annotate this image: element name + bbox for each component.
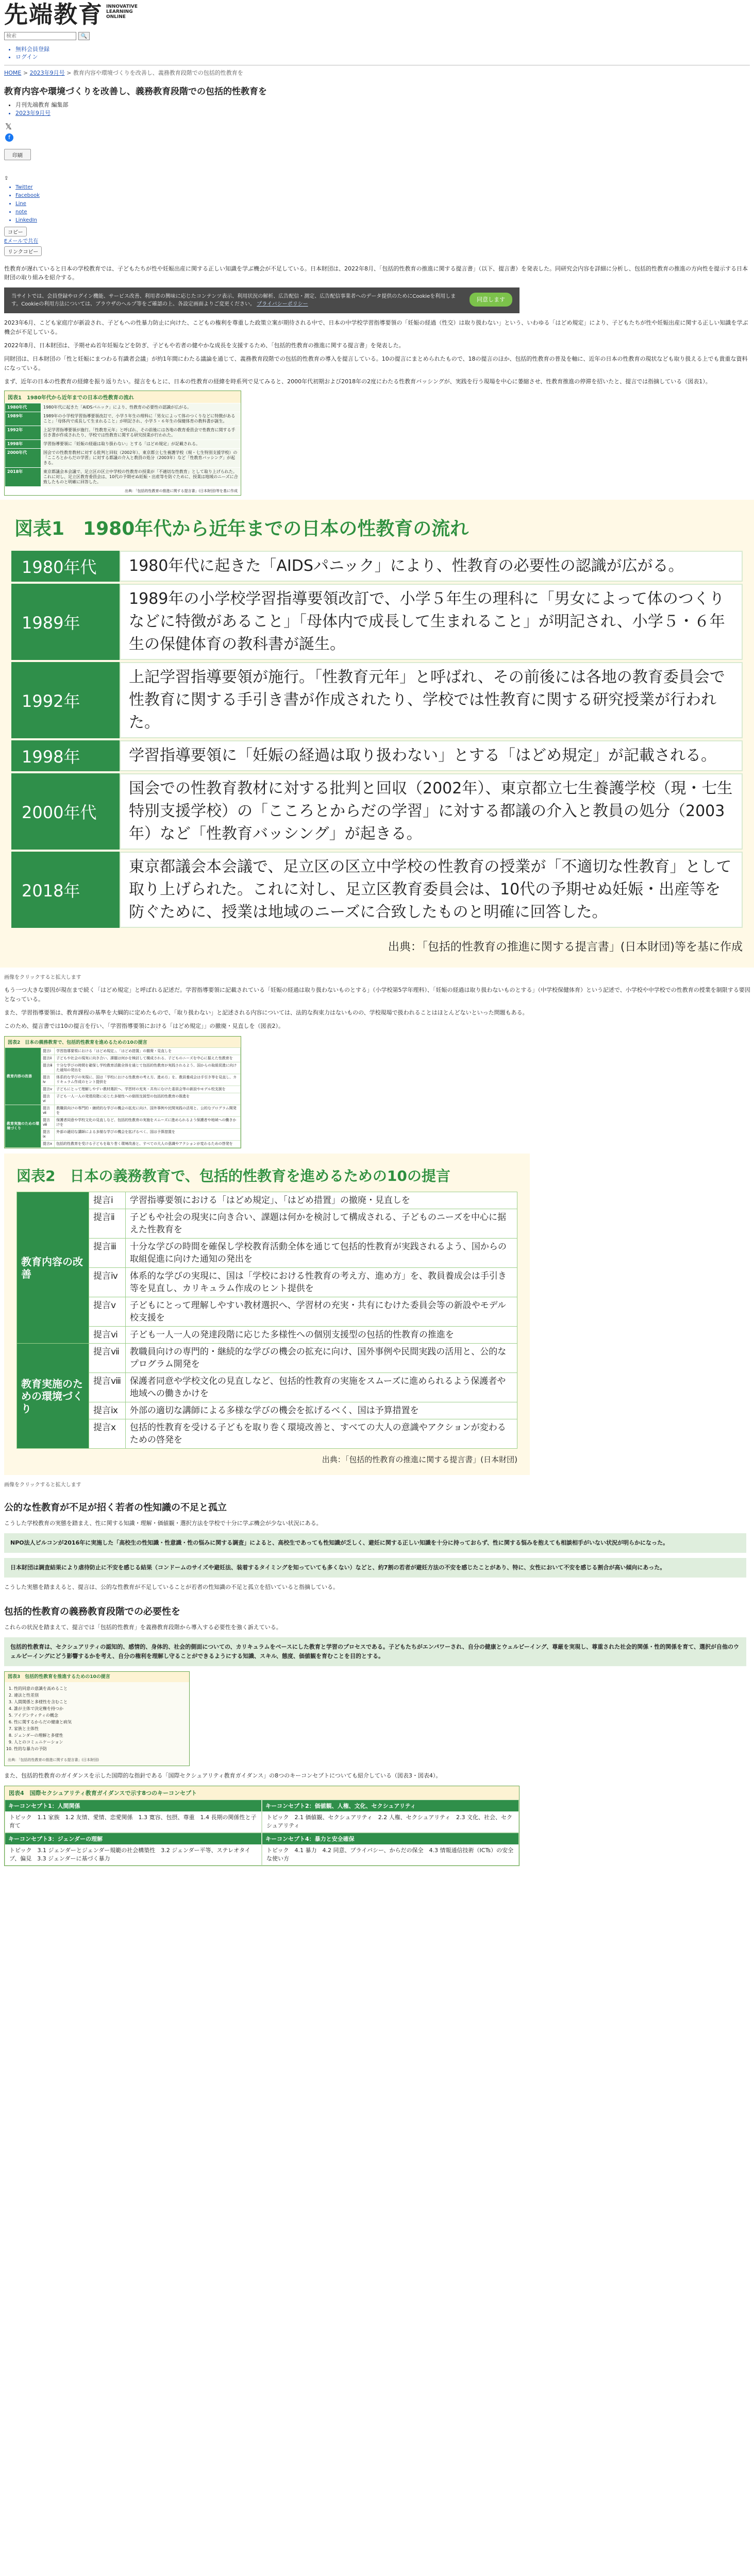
breadcrumb: HOME > 2023年9月号 > 教育内容や環境づくりを改善し、義務教育段階での包括的性教育を <box>4 70 243 76</box>
paragraph: こうした学校教育の実態を踏まえ、性に関する知識・理解・価値観・選択方法を学校で十分に学ぶ機会が少ない状況にある。 <box>4 1520 322 1527</box>
image-caption: 画像をクリックすると拡大します <box>4 1482 81 1488</box>
figure2-title: 図表2 日本の義務教育で、包括的性教育を進めるための10の提言 <box>16 1167 450 1184</box>
header-links <box>15 45 750 61</box>
search-bar <box>4 32 750 40</box>
site-logo-subtitle: INNOVATIVE LEARNING ONLINE <box>106 4 138 20</box>
x-share-icon[interactable]: 𝕏 <box>5 122 12 131</box>
breadcrumb-home[interactable]: HOME <box>4 70 22 76</box>
keyconcept-cell: キーコンセプト1：人間関係 トピック 1.1 家族 1.2 友情、愛情、恋愛関係 1.3 寛容、包摂、尊重 1.4 長期の関係性と子育て <box>5 1800 262 1833</box>
paragraph: 2023年6月、こども家庭庁が新設され、子どもへの性暴力防止に向けた、こどもの権利を尊重した政策立案が期待される中で、日本の中学校学習指導要領の「妊娠の経過（性交）は取り扱わない」という、いわゆる「はどめ規定」により、子どもたちが性や妊娠出産に関する正しい知識を学ぶ機会が不足している。 <box>4 319 748 335</box>
share-linkedin[interactable]: • LinkedIn <box>15 216 750 225</box>
figure1-expanded <box>0 500 754 968</box>
search-button[interactable] <box>78 32 90 40</box>
list-item: 7. 家族と主体性 <box>14 1725 189 1732</box>
table-row: 提言ⅵ 子ども一人一人の発達段階に応じた多様性への個別支援型の包括的性教育の推進を <box>17 1327 517 1344</box>
paragraph: また、包括的性教育のガイダンスを示した国際的な指針である「国際セクシュアリティ教育ガイダンス」の8つのキーコンセプトについても紹介している（図表3・図表4）。 <box>4 1772 442 1779</box>
table-row: 提言ⅸ 外部の適切な講師による多様な学びの機会を拡げるべく、国は予算措置を <box>17 1402 517 1419</box>
register-link[interactable]: • 無料会員登録 <box>15 45 750 53</box>
privacy-policy-link[interactable]: プライバシーポリシー <box>257 301 308 307</box>
figure1-title: 図表1 1980年代から近年までの日本の性教育の流れ <box>14 518 469 539</box>
highlight-box: 包括的性教育は、セクシュアリティの認知的、感情的、身体的、社会的側面についての、カリキュラムをベースにした教育と学習のプロセスである。子どもたちがエンパワーされ、自分の健康とウェルビーイング、尊厳を実現し、尊重された社会的関係・性的関係を育て、選択が自他のウェルビーイングにどう影響するかを考え、自分の権利を理解し守ることができるようにする知識、スキル、態度、価値観を育むことを目的とする。 <box>4 1637 746 1666</box>
figure2-expanded <box>4 1154 530 1475</box>
section-heading: 公的な性教育が不足が招く若者の性知識の不足と孤立 <box>4 1502 227 1513</box>
list-item: 6. 性に関するからだの健康と病気 <box>14 1719 189 1725</box>
list-item: 1. 性的同意の意識を高めること <box>14 1685 189 1692</box>
figure3-thumbnail[interactable]: 図表3 包括的性教育を推進するための10の提言 1. 性的同意の意識を高めること 2. 違法と性差別 3. 人間関係と多様性を含むこと 4. 誰が主体で決定権を持つか 5. アイデンティティの概念 6. 性に関するからだの健康と病気 7. 家族と主体性 8. ジェンダーの理解と多様性 9. 人とのコミュニケーション 10. 性的な暴力の予防 出典：「包括的性教育の推進に関する提言書」(日本財団) <box>4 1671 190 1766</box>
figure1-table <box>11 549 743 930</box>
table-row: 提言ⅴ 子どもにとって理解しやすい教材選択へ、学習材の充実・共有にむけた委員会等の新設やモデル校支援を <box>17 1297 517 1327</box>
paragraph: まず、近年の日本の性教育の経緯を振り返りたい。提言をもとに、日本の性教育の経緯を時系列で見てみると、2000年代初期および2018年の2度にわたる性教育バッシングが、実践を行う現場を中心に萎縮させ、性教育推進の停滞を招いたと、提言では指摘している（図表1）。 <box>4 378 711 385</box>
figure1-thumbnail[interactable]: 図表1 1980年代から近年までの日本の性教育の流れ 1980年代 1980年代に起きた「AIDSパニック」により、性教育の必要性の認識が広がる。 1989年 1989年の小学校学習指導要領改訂で、小学５年生の理科に「男女によって体のつくりなどに特徴があること」「母体内で成長して生まれること」が明記され、小学５・６年生の保健体育の教科書が誕生。 1992年 上記学習指導要領が施行。「性教育元年」と呼ばれ、その前後には各地の教育委員会で性教育に関する手引き書が作成されたり、学校では性教育に関する研究授業が行われた。 1998年 学習指導要領に「妊娠の経過は取り扱わない」とする「はどめ規定」が記載される。 2000年代 国会での性教育教材に対する批判と回収（2002年）、東京都立七生養護学校（現・七生特別支援学校）の「こころとからだの学習」に対する都議の介入と教員の処分（2003年）など「性教育バッシング」が起きる。 2018年 東京都議会本会議で、足立区の区立中学校の性教育の授業が「不適切な性教育」として取り上げられた。これに対し、足立区教育委員会は、10代の予期せぬ妊娠・出産等を防ぐために、授業は地域のニーズに合致したものと明確に回答した。 出典：「包括的性教育の推進に関する提言書」(日本財団)等を基に作成 <box>4 391 241 496</box>
article-issue-link[interactable]: • 2023年9月号 <box>15 109 750 117</box>
table-row: 1998年 学習指導要領に「妊娠の経過は取り扱わない」とする「はどめ規定」が記載される。 <box>11 740 743 771</box>
list-item: 10. 性的な暴力の予防 <box>14 1745 189 1752</box>
share-line[interactable]: • Line <box>15 200 750 208</box>
search-input[interactable] <box>4 32 76 40</box>
table-row: 2018年 東京都議会本会議で、足立区の区立中学校の性教育の授業が「不適切な性教育」として取り上げられた。これに対し、足立区教育委員会は、10代の予期せぬ妊娠・出産等を防ぐために、授業は地域のニーズに合致したものと明確に回答した。 <box>11 852 743 928</box>
paragraph: また、学習指導要領は、教育課程の基準を大綱的に定めたもので、「取り扱わない」と記述される内容については、法的な拘束力はないものの、学校現場で扱われることはほとんどないといった問題もある。 <box>4 1009 528 1016</box>
list-item: 9. 人とのコミュニケーション <box>14 1739 189 1745</box>
table-row: 1989年 1989年の小学校学習指導要領改訂で、小学５年生の理科に「男女によって体のつくりなどに特徴があること」「母体内で成長して生まれること」が明記され、小学５・６年生の保健体育の教科書が誕生。 <box>11 584 743 660</box>
share-icon[interactable]: ⇪ <box>4 176 9 181</box>
paragraph: もう一つ大きな要因が現在まで続く「はどめ規定」と呼ばれる記述だ。学習指導要領に記載されている「妊娠の経過は取り扱わないものとする」（小学校第5学年理科）、「妊娠の経過は取り扱わないものとする」（中学校保健体育）という記述で、小学校や中学校での性教育の授業を制限する要因となっている。 <box>4 987 750 1003</box>
paragraph: 同財団は、日本財団の「性と妊娠にまつわる有識者会議」が約1年間にわたる議論を通じて、義務教育段階での包括的性教育の導入を提言している。10の提言にまとめられたもので、18の提言のほか、包括的性教育の普及を軸に、近年の日本の性教育の現状なども取り扱える上でも貴重な資料になっている。 <box>4 355 748 371</box>
paragraph: このため、提言書では10の提言を行い、「学習指導要領における「はどめ規定」」の撤廃・見直しを（図表2）。 <box>4 1023 284 1029</box>
print-button[interactable]: 印刷 <box>4 149 31 160</box>
table-row: 教育内容の改善 提言ⅰ 学習指導要領における「はどめ規定」、「はどめ措置」の撤廃・見直しを <box>17 1192 517 1209</box>
breadcrumb-current: 教育内容や環境づくりを改善し、義務教育段階での包括的性教育を <box>73 70 243 76</box>
copy-button[interactable]: コピー <box>4 227 27 236</box>
login-link[interactable]: • ログイン <box>15 53 750 61</box>
figure4[interactable] <box>4 1786 520 1866</box>
keyconcept-cell: キーコンセプト2：価値観、人権、文化、セクシュアリティ トピック 2.1 価値観、セクシュアリティ 2.2 人権、セクシュアリティ 2.3 文化、社会、セクシュアリティ <box>262 1800 519 1833</box>
figure4-title: 図表4 国際セクシュアリティ教育ガイダンスで示す8つのキーコンセプト <box>5 1786 519 1800</box>
search-icon: 🔍 <box>80 33 88 39</box>
list-item: 5. アイデンティティの概念 <box>14 1712 189 1719</box>
cookie-text: 当サイトでは、会員登録やログイン機能、サービス改善、利用者の興味に応じたコンテンツ表示、利用状況の解析、広告配信・測定、広告配信事業者へのデータ提供のためにCookieを利用します。Cookieの利用方法については、ブラウザのヘルプ等をご確認の上、各設定画面よりご変更ください。 <box>11 294 456 307</box>
list-item: 4. 誰が主体で決定権を持つか <box>14 1705 189 1712</box>
table-row: 1980年代 1980年代に起きた「AIDSパニック」により、性教育の必要性の認識が広がる。 <box>11 551 743 582</box>
share-twitter[interactable]: • Twitter <box>15 183 750 192</box>
table-row: 提言ⅷ 保護者同意や学校文化の見直しなど、包括的性教育の実施をスムーズに進められるよう保護者や地域への働きかけを <box>17 1373 517 1402</box>
table-row: 提言ⅳ 体系的な学びの実現に、国は「学校における性教育の考え方、進め方」を、教員養成会は手引き等を見直し、カリキュラム作成のヒント提供を <box>17 1268 517 1297</box>
keyconcept-cell: キーコンセプト3：ジェンダーの理解 トピック 3.1 ジェンダーとジェンダー規範の社会構築性 3.2 ジェンダー平等、ステレオタイプ、偏見 3.3 ジェンダーに基づく暴力 <box>5 1833 262 1866</box>
section-heading: 包括的性教育の義務教育段階での必要性を <box>4 1606 180 1617</box>
article-author: • 月刊先端教育 編集部 <box>15 101 750 109</box>
cookie-accept-button[interactable]: 同意します <box>470 293 512 307</box>
table-row: 教育実施のための環境づくり 提言ⅶ 教職員向けの専門的・継続的な学びの機会の拡充に向け、国外事例や民間実践の活用と、公的なプログラム開発を <box>17 1344 517 1373</box>
figure1-source: 出典：「包括的性教育の推進に関する提言書」(日本財団)等を基に作成 <box>388 941 743 954</box>
article-lead: 性教育が遅れていると日本の学校教育では、子どもたちが性や妊娠出産に関する正しい知識を学ぶ機会が不足している。日本財団は、2022年8月、「包括的性教育の推進に関する提言書」（以下、提言書）を発表した。同研究会内容を詳細に分析し、包括的性教育の推進の方向性を提示する日本財団の取り組みを紹介する。 <box>4 265 748 281</box>
article-meta <box>15 101 750 117</box>
table-row: 1992年 上記学習指導要領が施行。「性教育元年」と呼ばれ、その前後には各地の教育委員会で性教育に関する手引き書が作成されたり、学校では性教育に関する研究授業が行われた。 <box>11 662 743 738</box>
highlight-box: NPO法人ピルコンが2016年に実施した「高校生の性知識・性意識・性の悩みに関する調査」によると、高校生であっても性知識が乏しく、避妊に関する正しい知識を十分に持っておらず、性に関する悩みを抱えても相談相手がいない状況が明らかになった。 <box>4 1533 746 1553</box>
list-item: 2. 違法と性差別 <box>14 1692 189 1699</box>
site-logo[interactable]: 先端教育 <box>4 1 103 28</box>
email-share-link[interactable]: Eメールで共有 <box>4 239 39 244</box>
link-copy-button[interactable]: リンクコピー <box>4 246 42 256</box>
paragraph: これらの状況を踏まえて、提言では「包括的性教育」を義務教育段階から導入する必要性を強く訴えている。 <box>4 1624 282 1631</box>
figure3-list <box>14 1685 189 1752</box>
list-item: 8. ジェンダーの理解と多様性 <box>14 1732 189 1739</box>
site-header <box>4 0 750 31</box>
table-row: 提言ⅱ 子どもや社会の現実に向き合い、課題は何かを検討して構成される、子どものニーズを中心に据えた性教育を <box>17 1209 517 1239</box>
share-note[interactable]: • note <box>15 208 750 216</box>
paragraph: こうした実態を踏まえると、提言は、公的な性教育が不足していることが若者の性知識の不足と孤立を招いていると指摘している。 <box>4 1584 339 1590</box>
image-caption: 画像をクリックすると拡大します <box>4 975 81 980</box>
figure2-table <box>16 1192 517 1449</box>
keyconcept-cell: キーコンセプト4：暴力と安全確保 トピック 4.1 暴力 4.2 同意、プライバシー、からだの保全 4.3 情報通信技術（ICTs）の安全な使い方 <box>262 1833 519 1866</box>
figure2-source: 出典：「包括的性教育の推進に関する提言書」(日本財団) <box>322 1455 517 1464</box>
share-facebook[interactable]: • Facebook <box>15 192 750 200</box>
page-title: 教育内容や環境づくりを改善し、義務教育段階での包括的性教育を <box>4 87 267 97</box>
figure2-thumbnail[interactable]: 図表2 日本の義務教育で、包括的性教育を進めるための10の提言 教育内容の改善 提言ⅰ 学習指導要領における「はどめ規定」、「はどめ措置」の撤廃・見直しを 提言ⅱ 子どもや社会の現実に向き合い、課題は何かを検討して構成される、子どものニーズを中心に据えた性教育を 提言ⅲ 十分な学びの時間を確保し学校教育活動全体を通じて包括的性教育が実践されるよう、国からの取組促進に向けた通知の発出を 提言ⅳ 体系的な学びの実現に、国は「学校における性教育の考え方、進め方」を、教員養成会は手引き等を見直し、カリキュラム作成のヒント提供を 提言ⅴ 子どもにとって理解しやすい教材選択へ、学習材の充実・共有にむけた委員会等の新設やモデル校支援を 提言ⅵ 子ども一人一人の発達段階に応じた多様性への個別支援型の包括的性教育の推進を 教育実施のための環境づくり 提言ⅶ 教職員向けの専門的・継続的な学びの機会の拡充に向け、国外事例や民間実践の活用と、公的なプログラム開発を 提言ⅷ 保護者同意や学校文化の見直しなど、包括的性教育の実施をスムーズに進められるよう保護者や地域への働きかけを 提言ⅸ 外部の適切な講師による多様な学びの機会を拡げるべく、国は予算措置を 提言ⅹ 包括的性教育を受ける子どもを取り巻く環境改善と、すべての大人の意識やアクションが変わるための啓発を <box>4 1036 241 1148</box>
cookie-banner <box>4 287 520 313</box>
table-row: 提言ⅹ 包括的性教育を受ける子どもを取り巻く環境改善と、すべての大人の意識やアクションが変わるための啓発を <box>17 1419 517 1449</box>
breadcrumb-issue[interactable]: 2023年9月号 <box>29 70 65 76</box>
paragraph: 2022年8月、日本財団は、予期せぬ若年妊娠などを防ぎ、子どもや若者の健やかな成長を支援するため、「包括的性教育の推進に関する提言書」を発表した。 <box>4 342 405 349</box>
share-block <box>4 176 750 256</box>
table-row: 2000年代 国会での性教育教材に対する批判と回収（2002年）、東京都立七生養護学校（現・七生特別支援学校）の「こころとからだの学習」に対する都議の介入と教員の処分（2003年）など「性教育バッシング」が起きる。 <box>11 773 743 850</box>
highlight-box: 日本財団は調査結果により虐待防止に不安を感じる結果（コンドームのサイズや避妊法、装着するタイミングを知っていても多くない）などと、約7割の若者が避妊方法の不安を感じたことがあり、特に、女性において不安を感じる割合が高い傾向にあった。 <box>4 1558 746 1578</box>
facebook-share-icon[interactable]: f <box>5 133 13 142</box>
figure1-thumb-title: 図表1 1980年代から近年までの日本の性教育の流れ <box>5 391 241 403</box>
table-row: 提言ⅲ 十分な学びの時間を確保し学校教育活動全体を通じて包括的性教育が実践されるよう、国からの取組促進に向けた通知の発出を <box>17 1239 517 1268</box>
list-item: 3. 人間関係と多様性を含むこと <box>14 1699 189 1705</box>
